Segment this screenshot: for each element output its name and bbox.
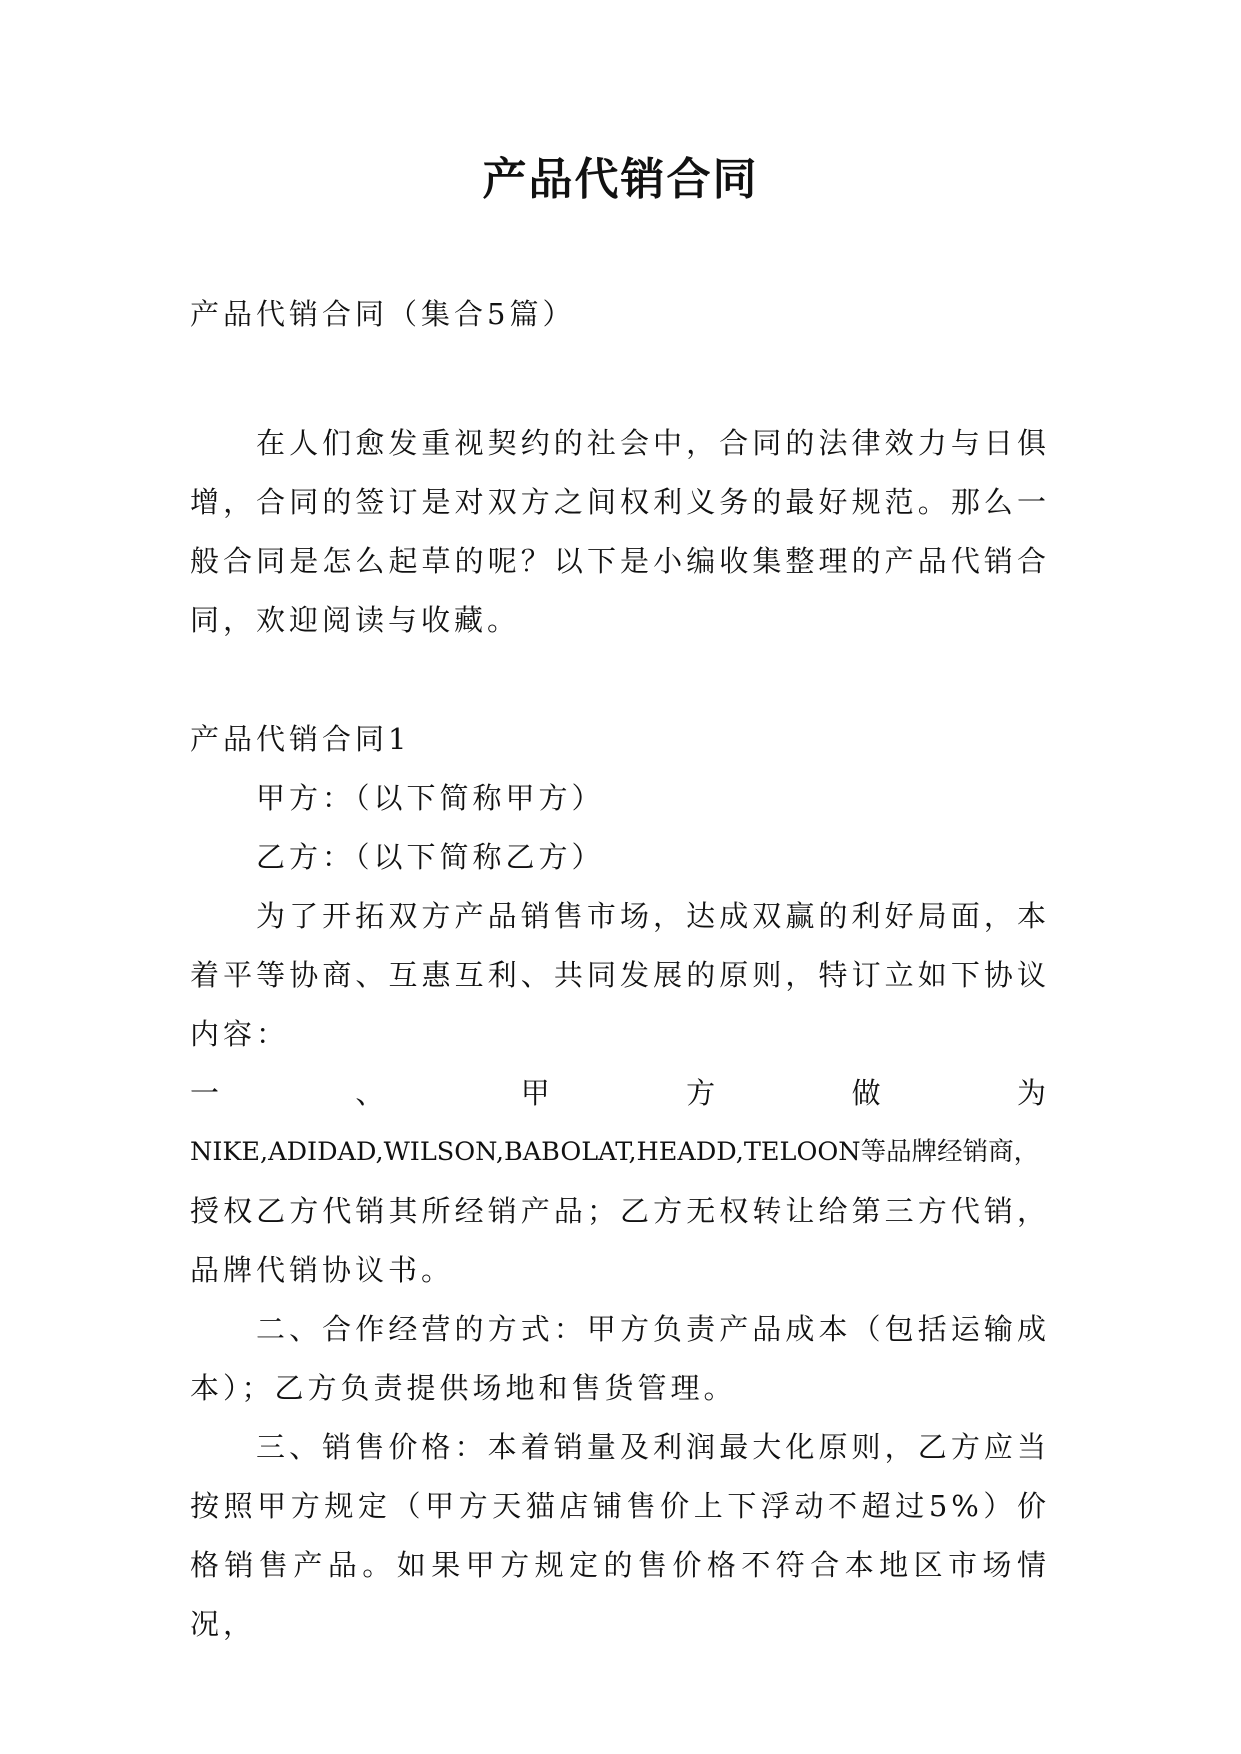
clause-3-paragraph: 三、销售价格：本着销量及利润最大化原则，乙方应当按照甲方规定（甲方天猫店铺售价上下浮动不超过5%）价格销售产品。如果甲方规定的售价格不符合本地区市场情况， [190, 1430, 1050, 1641]
preamble-paragraph: 为了开拓双方产品销售市场，达成双赢的利好局面，本着平等协商、互惠互利、共同发展的原则，特订立如下协议内容： [190, 899, 1050, 1051]
clause-1-lead-char: 甲 [520, 1076, 554, 1110]
intro-paragraph: 在人们愈发重视契约的社会中，合同的法律效力与日俱增，合同的签订是对双方之间权利义务的最好规范。那么一般合同是怎么起草的呢？以下是小编收集整理的产品代销合同，欢迎阅读与收藏。 [190, 426, 1050, 637]
clause-1-lead-char: 方 [686, 1076, 720, 1110]
clause-1-rest: 授权乙方代销其所经销产品；乙方无权转让给第三方代销，品牌代销协议书。 [190, 1194, 1050, 1287]
document-subtitle: 产品代销合同（集合5篇） [190, 297, 576, 331]
party-a-line: 甲方：（以下简称甲方） [256, 781, 605, 815]
clause-1-lead-char: 做 [851, 1076, 885, 1110]
clause-1-lead-char: 为 [1016, 1076, 1050, 1110]
clause-2-paragraph: 二、合作经营的方式：甲方负责产品成本（包括运输成本）；乙方负责提供场地和售货管理。 [190, 1312, 1050, 1405]
clause-1-brands-line: NIKE,ADIDAD,WILSON,BABOLAT,HEADD,TELOON等品牌经销商， [190, 1137, 1040, 1167]
section-heading: 产品代销合同1 [190, 722, 411, 756]
document-body [190, 285, 1050, 1654]
clause-1-lead-line [190, 1064, 1050, 1123]
document-title: 产品代销合同 [482, 154, 759, 205]
clause-1-lead-char: 、 [355, 1076, 389, 1110]
clause-1-lead-char: 一 [190, 1076, 224, 1110]
party-b-line: 乙方：（以下简称乙方） [256, 840, 605, 874]
